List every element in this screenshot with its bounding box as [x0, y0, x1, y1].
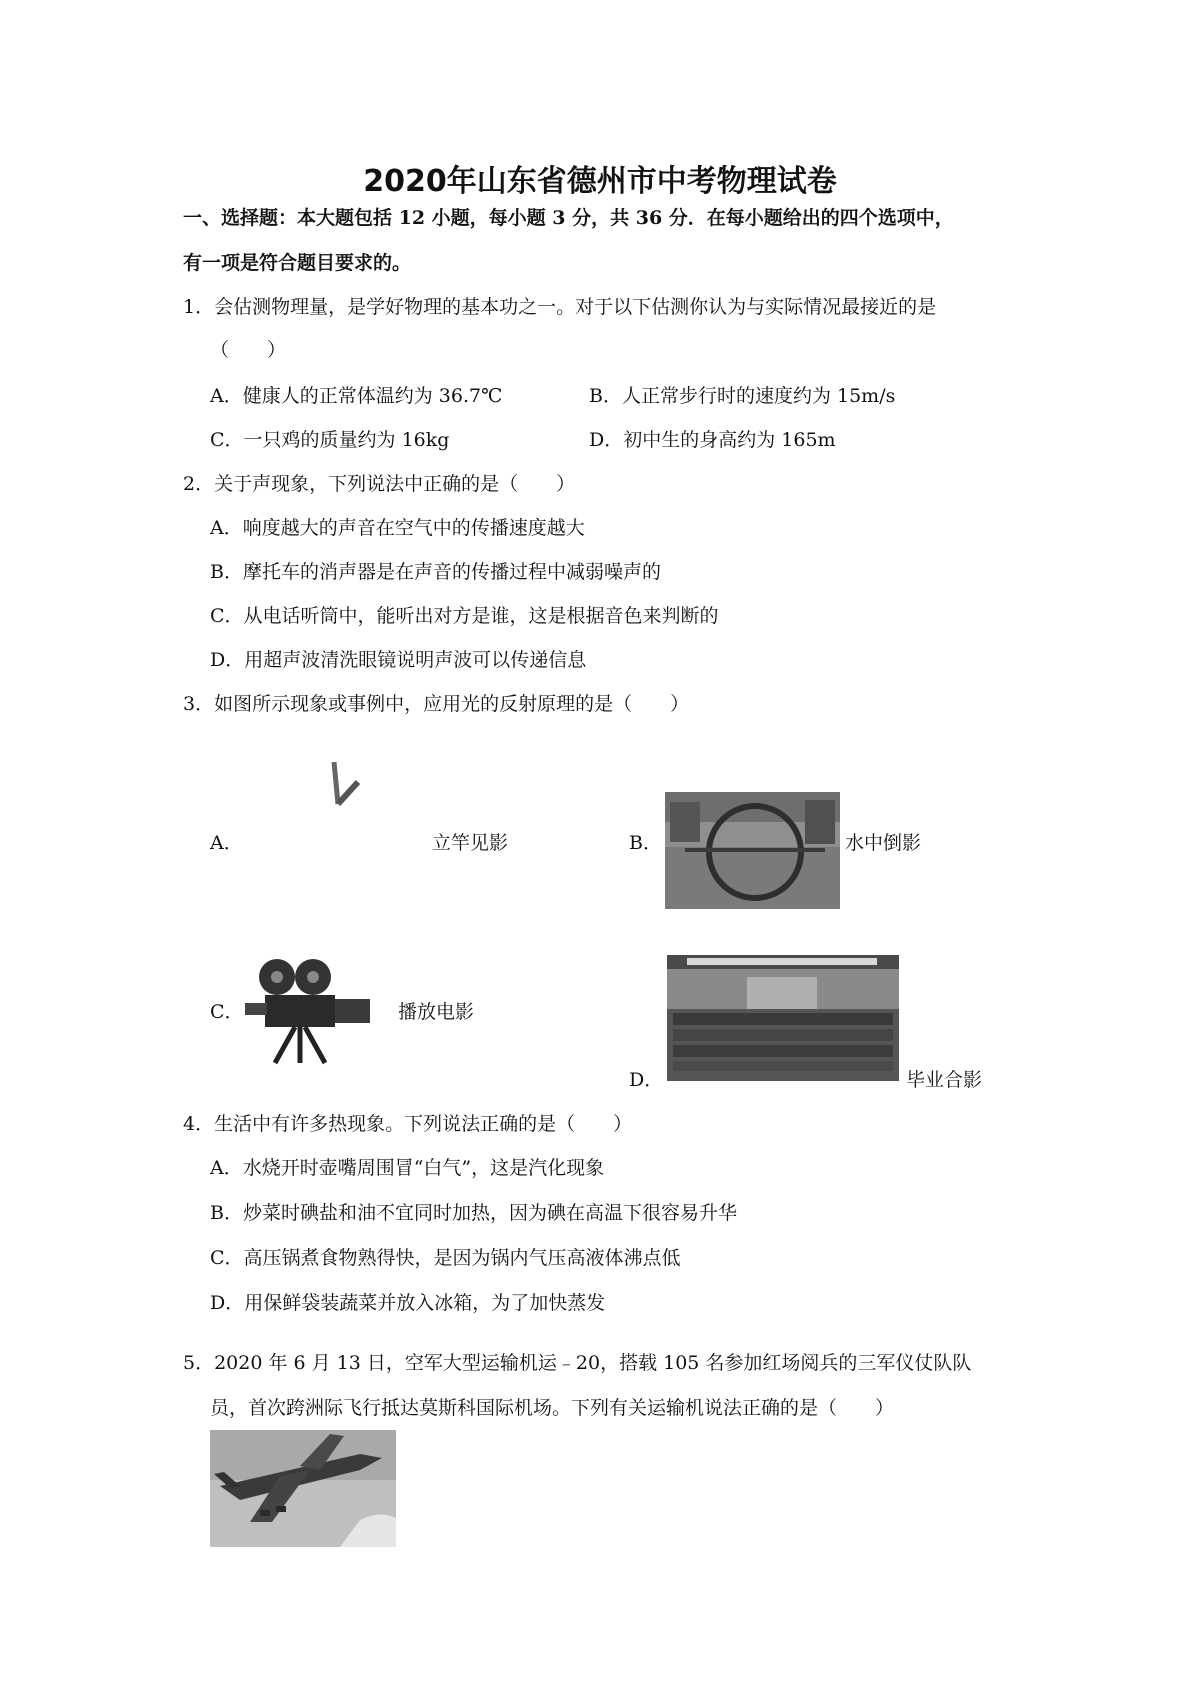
q3-option-a-caption: 立竿见影 — [432, 832, 509, 854]
q3-option-a-letter: A． — [210, 832, 243, 854]
q5-stem: 5．2020 年 6 月 13 日，空军大型运输机运﹣20，搭载 105 名参加红场阅兵的三军仪仗队队 — [183, 1352, 972, 1374]
q4-option-c: C．高压锅煮食物熟得快，是因为锅内气压高液体沸点低 — [210, 1247, 681, 1269]
page-title: 2020年山东省德州市中考物理试卷 — [363, 164, 837, 199]
q1-option-a: A．健康人的正常体温约为 36.7℃ — [210, 385, 503, 407]
q3-stem: 3．如图所示现象或事例中，应用光的反射原理的是（ ） — [183, 693, 690, 715]
q3-option-d-caption: 毕业合影 — [906, 1069, 983, 1091]
q1-answer-bracket: （ ） — [210, 339, 287, 361]
water-reflection-image — [665, 792, 840, 909]
graduation-photo-image — [667, 955, 899, 1081]
section-heading-line2: 有一项是符合题目要求的。 — [183, 252, 412, 274]
q1-option-c: C．一只鸡的质量约为 16kg — [210, 429, 450, 451]
q2-stem: 2．关于声现象，下列说法中正确的是（ ） — [183, 473, 576, 495]
q1-stem: 1．会估测物理量，是学好物理的基本功之一。对于以下估测你认为与实际情况最接近的是 — [183, 296, 937, 318]
q4-stem: 4．生活中有许多热现象。下列说法正确的是（ ） — [183, 1113, 633, 1135]
q5-stem-continued: 员，首次跨洲际飞行抵达莫斯科国际机场。下列有关运输机说法正确的是（ ） — [210, 1397, 895, 1419]
q3-option-b-caption: 水中倒影 — [845, 832, 922, 854]
q1-option-d: D．初中生的身高约为 165m — [589, 429, 836, 451]
q1-option-b: B．人正常步行时的速度约为 15m/s — [589, 385, 896, 407]
q2-option-d: D．用超声波清洗眼镜说明声波可以传递信息 — [210, 649, 587, 671]
q3-option-c-letter: C． — [210, 1001, 244, 1023]
q4-option-a: A．水烧开时壶嘴周围冒“白气”，这是汽化现象 — [210, 1157, 605, 1179]
transport-plane-image — [210, 1430, 396, 1547]
q3-option-c-caption: 播放电影 — [398, 1001, 475, 1023]
section-heading-line1: 一、选择题：本大题包括 12 小题，每小题 3 分，共 36 分．在每小题给出的四个选项中， — [183, 207, 954, 229]
film-projector-image — [245, 955, 385, 1065]
q4-option-b: B．炒菜时碘盐和油不宜同时加热，因为碘在高温下很容易升华 — [210, 1202, 737, 1224]
q2-option-a: A．响度越大的声音在空气中的传播速度越大 — [210, 517, 585, 539]
q2-option-b: B．摩托车的消声器是在声音的传播过程中减弱噪声的 — [210, 561, 661, 583]
q3-option-d-letter: D． — [629, 1069, 664, 1091]
q3-option-b-letter: B． — [629, 832, 662, 854]
pole-shadow-image — [320, 760, 370, 820]
q2-option-c: C．从电话听筒中，能听出对方是谁，这是根据音色来判断的 — [210, 605, 719, 627]
q4-option-d: D．用保鲜袋装蔬菜并放入冰箱，为了加快蒸发 — [210, 1292, 606, 1314]
